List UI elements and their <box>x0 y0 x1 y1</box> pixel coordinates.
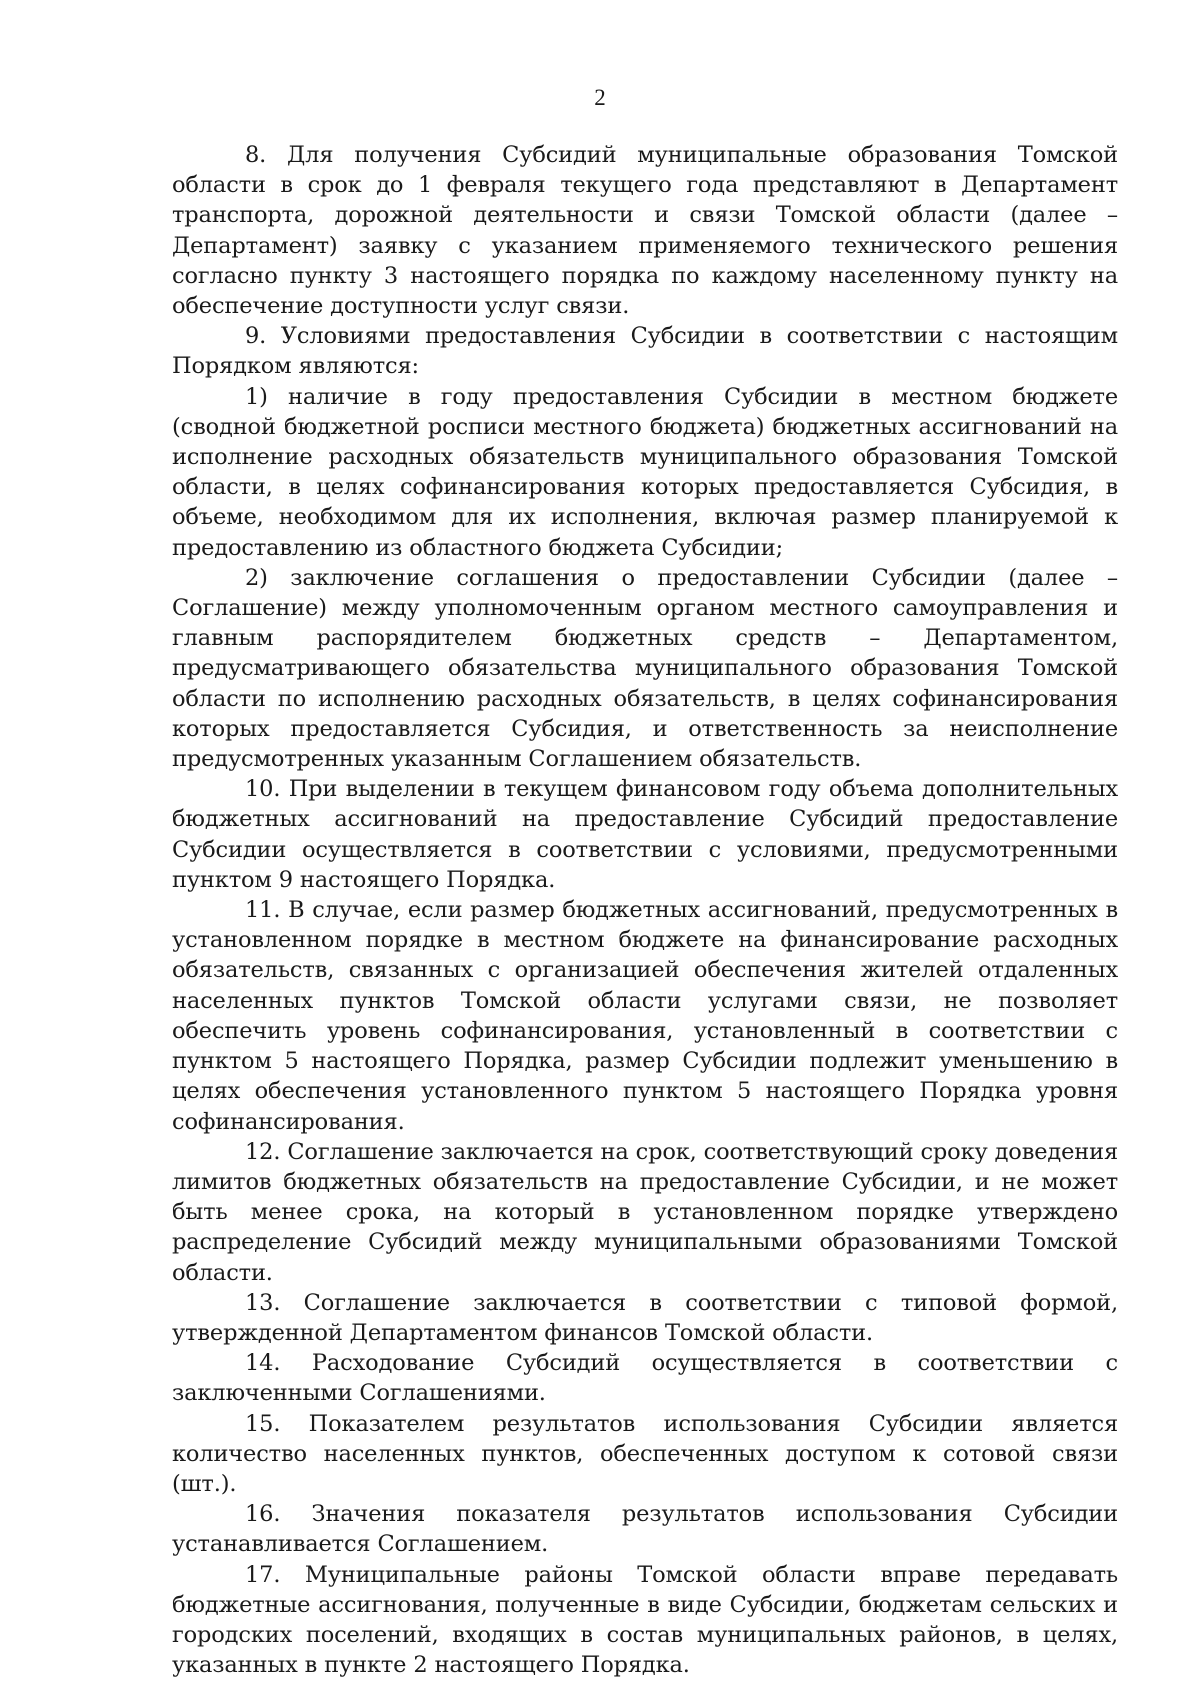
paragraph-17: 17. Муниципальные районы Томской области вправе передавать бюджетные ассигнования, полученные в виде Субсидии, бюджетам сельских и городских поселений, входящих в состав муниципальных районов, в целях, указанных в пункте 2 настоящего Порядка. <box>172 1561 1118 1679</box>
paragraph-12: 12. Соглашение заключается на срок, соответствующий сроку доведения лимитов бюджетных обязательств на предоставление Субсидии, и не может быть менее срока, на который в установленном порядке утверждено распределение Субсидий между муниципальными образованиями Томской области. <box>172 1138 1118 1286</box>
paragraph-10: 10. При выделении в текущем финансовом году объема дополнительных бюджетных ассигнований на предоставление Субсидий предоставление Субсидии осуществляется в соответствии с условиями, предусмотренными пунктом 9 настоящего Порядка. <box>172 776 1118 893</box>
paragraph-9-item-1: 1) наличие в году предоставления Субсидии в местном бюджете (сводной бюджетной росписи местного бюджета) бюджетных ассигнований на исполнение расходных обязательств муниципального образования Томской области, в целях софинансирования которых предоставляется Субсидия, в объеме, необходимом для их исполнения, включая размер планируемой к предоставлению из областного бюджета Субсидии; <box>172 383 1118 561</box>
paragraph-9: 9. Условиями предоставления Субсидии в соответствии с настоящим Порядком являются: <box>172 323 1118 380</box>
document-body <box>172 140 1118 1680</box>
paragraph-13: 13. Соглашение заключается в соответствии с типовой формой, утвержденной Департаментом финансов Томской области. <box>172 1289 1118 1346</box>
paragraph-8: 8. Для получения Субсидий муниципальные образования Томской области в срок до 1 февраля текущего года представляют в Департамент транспорта, дорожной деятельности и связи Томской области (далее – Департамент) заявку с указанием применяемого технического решения согласно пункту 3 настоящего порядка по каждому населенному пункту на обеспечение доступности услуг связи. <box>172 142 1118 320</box>
paragraph-11: 11. В случае, если размер бюджетных ассигнований, предусмотренных в установленном порядке в местном бюджете на финансирование расходных обязательств, связанных с организацией обеспечения жителей отдаленных населенных пунктов Томской области услугами связи, не позволяет обеспечить уровень софинансирования, установленный в соответствии с пунктом 5 настоящего Порядка, размер Субсидии подлежит уменьшению в целях обеспечения установленного пунктом 5 настоящего Порядка уровня софинансирования. <box>172 897 1118 1135</box>
paragraph-15: 15. Показателем результатов использования Субсидии является количество населенных пунктов, обеспеченных доступом к сотовой связи (шт.). <box>172 1410 1118 1497</box>
paragraph-16: 16. Значения показателя результатов использования Субсидии устанавливается Соглашением. <box>172 1501 1118 1558</box>
page-number: 2 <box>594 85 606 110</box>
paragraph-14: 14. Расходование Субсидий осуществляется в соответствии с заключенными Соглашениями. <box>172 1350 1118 1407</box>
paragraph-9-item-2: 2) заключение соглашения о предоставлении Субсидии (далее – Соглашение) между уполномоченным органом местного самоуправления и главным распорядителем бюджетных средств – Департаментом, предусматривающего обязательства муниципального образования Томской области по исполнению расходных обязательств, в целях софинансирования которых предоставляется Субсидия, и ответственность за неисполнение предусмотренных указанным Соглашением обязательств. <box>172 564 1118 773</box>
